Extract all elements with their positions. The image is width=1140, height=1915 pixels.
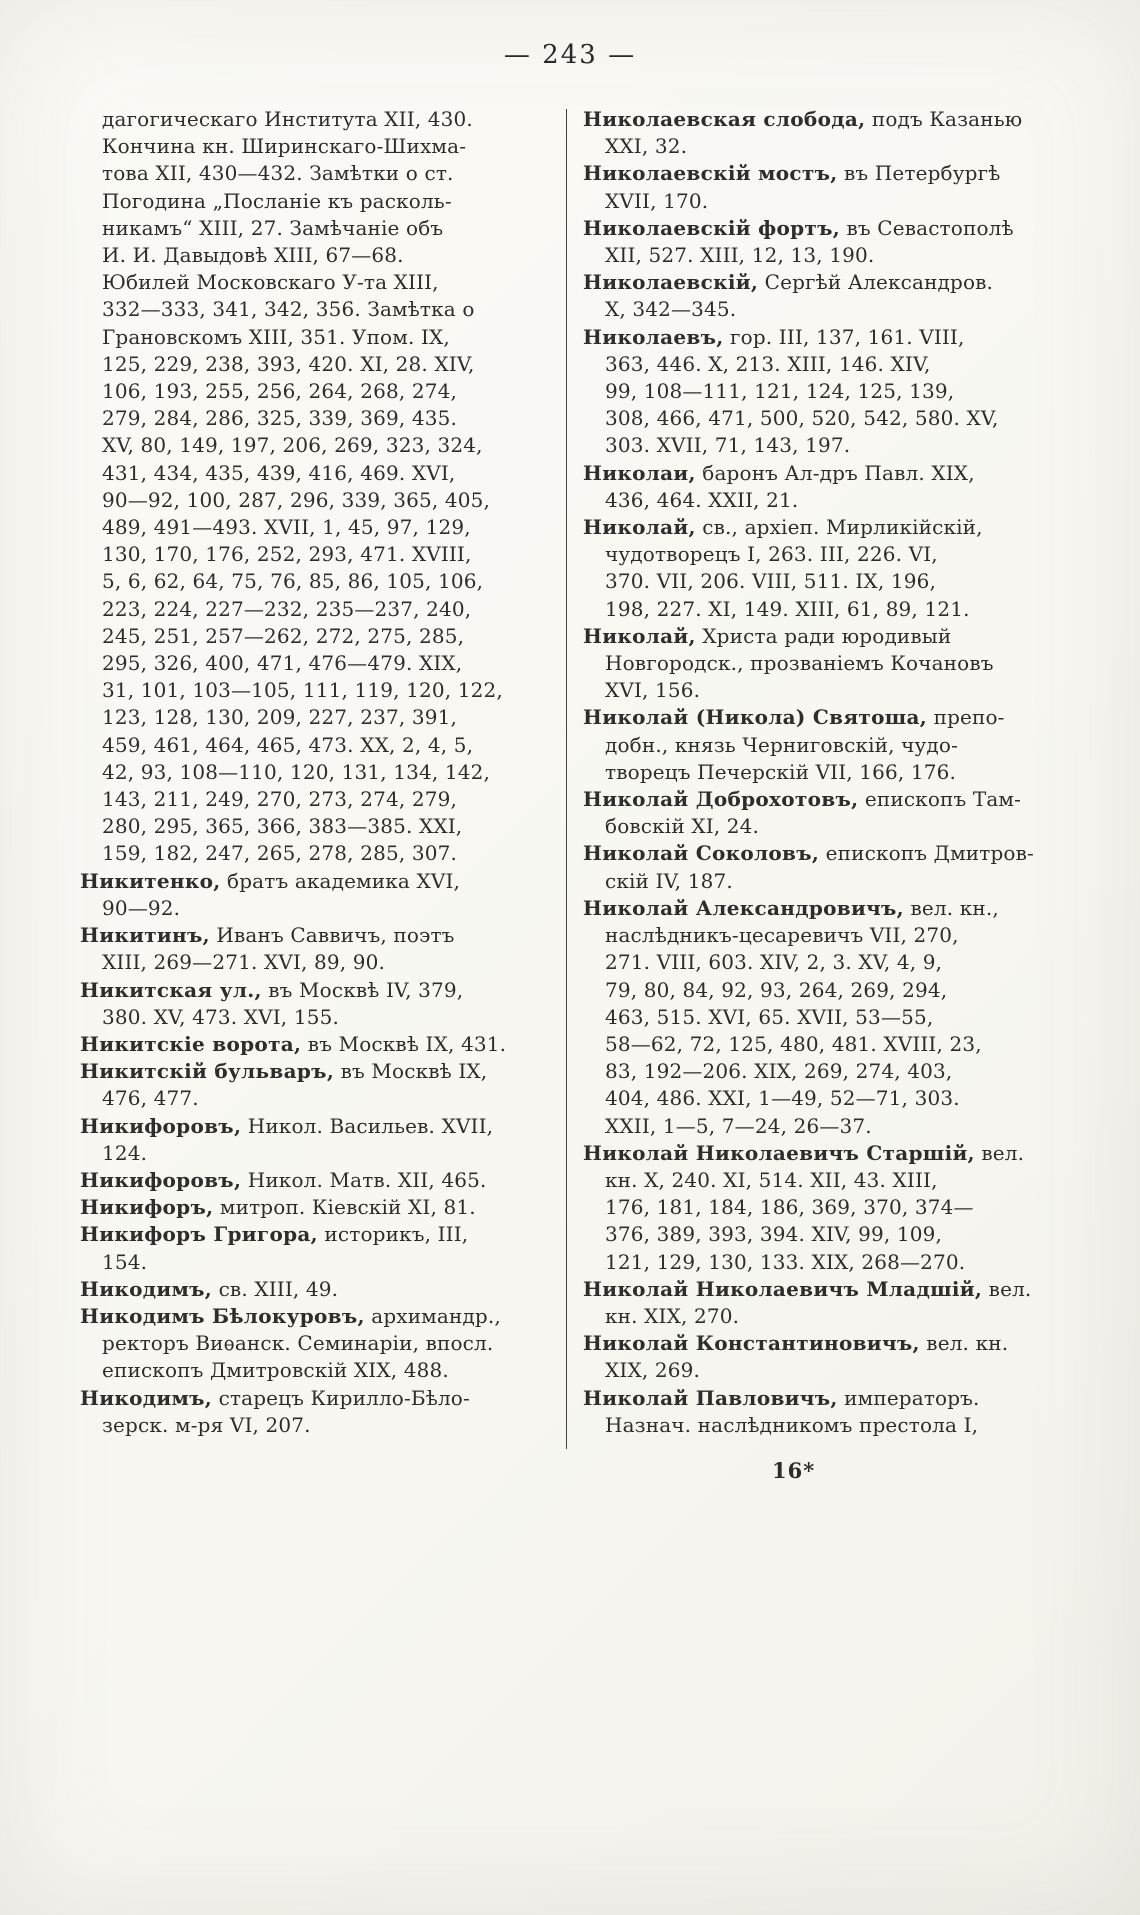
index-headword: Никифоровъ, <box>80 1113 242 1138</box>
index-line: Николаевъ, гор. III, 137, 161. VIII, <box>583 324 965 349</box>
index-headword: Николаевскій фортъ, <box>583 215 840 240</box>
index-line: 245, 251, 257—262, 272, 275, 285, <box>102 623 465 648</box>
index-line: наслѣдникъ-цесаревичъ VII, 270, <box>605 923 959 948</box>
index-line: XV, 80, 149, 197, 206, 269, 323, 324, <box>102 433 483 458</box>
index-line: XII, 527. XIII, 12, 13, 190. <box>605 243 875 268</box>
index-line: Николай Александровичъ, вел. кн., <box>583 895 999 920</box>
index-line: Николай (Никола) Святоша, препо- <box>583 705 1005 730</box>
index-line: Никитскій бульваръ, въ Москвѣ IX, <box>80 1059 488 1084</box>
index-line: 332—333, 341, 342, 356. Замѣтка о <box>102 297 475 322</box>
index-line: 198, 227. XI, 149. XIII, 61, 89, 121. <box>605 596 970 621</box>
index-headword: Никифоръ, <box>80 1195 214 1220</box>
index-headword: Никифоръ Григора, <box>80 1222 318 1247</box>
index-line: бовскій XI, 24. <box>605 814 760 839</box>
index-line: Николай Доброхотовъ, епископъ Там- <box>583 787 1022 812</box>
index-line: 380. XV, 473. XVI, 155. <box>102 1004 339 1029</box>
index-line: 436, 464. XXII, 21. <box>605 487 799 512</box>
index-line: 130, 170, 176, 252, 293, 471. XVIII, <box>102 542 472 567</box>
index-line: Кончина кн. Ширинскаго-Шихма- <box>102 134 467 159</box>
index-headword: Николаевскій, <box>583 270 759 295</box>
index-headword: Никитская ул., <box>80 977 262 1002</box>
index-line: XXI, 32. <box>605 134 688 159</box>
index-headword: Николай Николаевичъ Старшій, <box>583 1140 975 1165</box>
index-line: 463, 515. XVI, 65. XVII, 53—55, <box>605 1004 934 1029</box>
index-headword: Николаевъ, <box>583 324 724 349</box>
index-headword: Николай Соколовъ, <box>583 841 820 866</box>
index-line: Никодимъ Бѣлокуровъ, архимандр., <box>80 1303 501 1328</box>
index-line: 280, 295, 365, 366, 383—385. XXI, <box>102 814 463 839</box>
index-headword: Николай (Никола) Святоша, <box>583 705 928 730</box>
index-line: Николаевскій, Сергѣй Александров. <box>583 270 994 295</box>
index-headword: Никитскіе ворота, <box>80 1031 302 1056</box>
index-line: 159, 182, 247, 265, 278, 285, 307. <box>102 841 457 866</box>
index-line: XXII, 1—5, 7—24, 26—37. <box>605 1113 872 1138</box>
index-headword: Николай, <box>583 515 696 540</box>
index-line: XVI, 156. <box>605 678 701 703</box>
index-headword: Никифоровъ, <box>80 1167 242 1192</box>
index-line: ректоръ Виѳанск. Семинаріи, впосл. <box>102 1331 494 1356</box>
index-line: епископъ Дмитровскій XIX, 488. <box>102 1358 449 1383</box>
index-line: 376, 389, 393, 394. XIV, 99, 109, <box>605 1222 943 1247</box>
index-line: 431, 434, 435, 439, 416, 469. XVI, <box>102 460 456 485</box>
index-headword: Никитенко, <box>80 868 221 893</box>
printer-signature-mark: 16* <box>772 1458 816 1483</box>
index-line: кн. XIX, 270. <box>605 1303 740 1328</box>
index-line: Николай Константиновичъ, вел. кн. <box>583 1331 1009 1356</box>
index-line: 303. XVII, 71, 143, 197. <box>605 433 851 458</box>
index-headword: Николаевская слобода, <box>583 107 866 131</box>
index-line: Николай Николаевичъ Младшій, вел. <box>583 1276 1032 1301</box>
index-line: 370. VII, 206. VIII, 511. IX, 196, <box>605 569 936 594</box>
index-line: 279, 284, 286, 325, 339, 369, 435. <box>102 406 457 431</box>
index-line: Никифоръ, митроп. Кіевскій XI, 81. <box>80 1195 476 1220</box>
index-line: Николаевскій мостъ, въ Петербургѣ <box>583 161 1001 186</box>
index-line: 106, 193, 255, 256, 264, 268, 274, <box>102 379 457 404</box>
index-line: кн. X, 240. XI, 514. XII, 43. XIII, <box>605 1167 938 1192</box>
index-headword: Николай Константиновичъ, <box>583 1331 920 1356</box>
index-line: Никодимъ, св. XIII, 49. <box>80 1276 339 1301</box>
index-line: Никифоровъ, Никол. Матв. XII, 465. <box>80 1167 487 1192</box>
index-line: 223, 224, 227—232, 235—237, 240, <box>102 596 472 621</box>
left-column <box>80 106 566 1449</box>
right-column <box>567 106 1057 1449</box>
index-line: Никифоровъ, Никол. Васильев. XVII, <box>80 1113 494 1138</box>
index-line: Юбилей Московскаго У-та XIII, <box>102 270 439 295</box>
index-line: Николай Павловичъ, императоръ. <box>583 1385 980 1410</box>
index-line: XVII, 170. <box>605 188 709 213</box>
index-line: 308, 466, 471, 500, 520, 542, 580. XV, <box>605 406 999 431</box>
index-columns <box>80 106 1057 1449</box>
index-line: 125, 229, 238, 393, 420. XI, 28. XIV, <box>102 351 475 376</box>
index-line: Никитскіе ворота, въ Москвѣ IX, 431. <box>80 1031 507 1056</box>
index-line: XIII, 269—271. XVI, 89, 90. <box>102 950 386 975</box>
index-line: 31, 101, 103—105, 111, 119, 120, 122, <box>102 678 503 703</box>
index-line: Николай, Христа ради юродивый <box>583 623 952 648</box>
index-line: 83, 192—206. XIX, 269, 274, 403, <box>605 1059 953 1084</box>
index-line: 58—62, 72, 125, 480, 481. XVIII, 23, <box>605 1031 982 1056</box>
index-line: 489, 491—493. XVII, 1, 45, 97, 129, <box>102 515 471 540</box>
index-line: 124. <box>102 1140 148 1165</box>
index-headword: Никитинъ, <box>80 923 210 948</box>
index-line: 176, 181, 184, 186, 369, 370, 374— <box>605 1195 974 1220</box>
index-line: 121, 129, 130, 133. XIX, 268—270. <box>605 1249 966 1274</box>
index-line: Никитская ул., въ Москвѣ IV, 379, <box>80 977 464 1002</box>
index-line: Никитинъ, Иванъ Саввичъ, поэтъ <box>80 923 455 948</box>
index-line: 404, 486. XXI, 1—49, 52—71, 303. <box>605 1086 960 1111</box>
index-line: никамъ“ XIII, 27. Замѣчаніе объ <box>102 215 444 240</box>
index-line: Николаевскій фортъ, въ Севастополѣ <box>583 215 1014 240</box>
index-headword: Никодимъ, <box>80 1385 213 1410</box>
index-line: Новгородск., прозваніемъ Кочановъ <box>605 651 994 676</box>
index-line: творецъ Печерскій VII, 166, 176. <box>605 759 957 784</box>
index-line: 143, 211, 249, 270, 273, 274, 279, <box>102 787 457 812</box>
index-line: Николаи, баронъ Ал-дръ Павл. XIX, <box>583 460 975 485</box>
index-line: 42, 93, 108—110, 120, 131, 134, 142, <box>102 759 490 784</box>
index-line: чудотворецъ I, 263. III, 226. VI, <box>605 542 938 567</box>
index-line: това XII, 430—432. Замѣтки о ст. <box>102 161 454 186</box>
index-headword: Николай Александровичъ, <box>583 895 904 920</box>
index-line: 79, 80, 84, 92, 93, 264, 269, 294, <box>605 977 948 1002</box>
index-line: Николаевская слобода, подъ Казанью <box>583 107 1023 131</box>
index-line: X, 342—345. <box>605 297 737 322</box>
index-line: XIX, 269. <box>605 1358 700 1383</box>
index-line: дагогическаго Института XII, 430. <box>102 107 473 131</box>
index-headword: Николай Доброхотовъ, <box>583 787 859 812</box>
index-line: 123, 128, 130, 209, 227, 237, 391, <box>102 705 457 730</box>
index-headword: Никодимъ, <box>80 1276 213 1301</box>
index-headword: Никитскій бульваръ, <box>80 1059 335 1084</box>
index-headword: Николаевскій мостъ, <box>583 161 838 186</box>
index-line: добн., князь Черниговскій, чудо- <box>605 732 958 757</box>
index-headword: Никодимъ Бѣлокуровъ, <box>80 1303 365 1328</box>
index-line: Назнач. наслѣдникомъ престола I, <box>605 1412 979 1437</box>
index-line: скій IV, 187. <box>605 868 733 893</box>
index-line: Никитенко, братъ академика XVI, <box>80 868 461 893</box>
index-line: зерск. м-ря VI, 207. <box>102 1412 311 1437</box>
index-line: Никодимъ, старецъ Кирилло-Бѣло- <box>80 1385 470 1410</box>
index-line: 90—92. <box>102 895 181 920</box>
index-line: 271. VIII, 603. XIV, 2, 3. XV, 4, 9, <box>605 950 943 975</box>
index-line: Николай, св., архіеп. Мирликійскій, <box>583 515 983 540</box>
index-line: 99, 108—111, 121, 124, 125, 139, <box>605 379 955 404</box>
index-line: Грановскомъ XIII, 351. Упом. IX, <box>102 324 450 349</box>
index-line: 5, 6, 62, 64, 75, 76, 85, 86, 105, 106, <box>102 569 484 594</box>
index-line: Николай Соколовъ, епископъ Дмитров- <box>583 841 1034 866</box>
page-number: — 243 — <box>503 40 637 70</box>
index-headword: Николаи, <box>583 460 696 485</box>
index-line: 90—92, 100, 287, 296, 339, 365, 405, <box>102 487 490 512</box>
index-line: 363, 446. X, 213. XIII, 146. XIV, <box>605 351 931 376</box>
index-headword: Николай, <box>583 623 696 648</box>
index-line: И. И. Давыдовѣ XIII, 67—68. <box>102 243 404 268</box>
index-line: 476, 477. <box>102 1086 199 1111</box>
index-headword: Николай Павловичъ, <box>583 1385 838 1410</box>
index-line: Никифоръ Григора, историкъ, III, <box>80 1222 469 1247</box>
index-line: Николай Николаевичъ Старшій, вел. <box>583 1140 1025 1165</box>
index-line: 154. <box>102 1249 148 1274</box>
index-line: 459, 461, 464, 465, 473. XX, 2, 4, 5, <box>102 732 474 757</box>
index-line: Погодина „Посланіе къ расколь- <box>102 188 452 213</box>
index-headword: Николай Николаевичъ Младшій, <box>583 1276 983 1301</box>
index-line: 295, 326, 400, 471, 476—479. XIX, <box>102 651 463 676</box>
